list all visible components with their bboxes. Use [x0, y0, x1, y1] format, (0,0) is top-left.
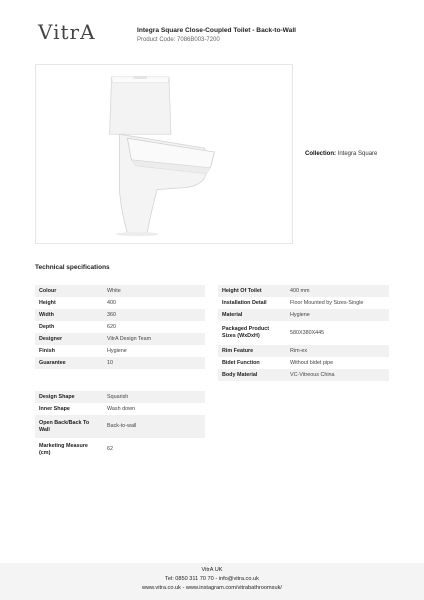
collection-info	[305, 151, 377, 157]
spec-key: Finish	[35, 345, 103, 357]
footer-company: VitrA UK	[201, 567, 223, 573]
footer-contact: Tel: 0850 311 70 70 - info@vitra.co.uk	[165, 576, 259, 582]
table-row	[35, 297, 205, 309]
spec-key: Depth	[35, 321, 103, 333]
spec-key: Colour	[35, 285, 103, 297]
table-row	[35, 321, 205, 333]
table-row	[35, 309, 205, 321]
product-header	[137, 27, 296, 43]
spec-key: Bidet Function	[218, 357, 286, 369]
spec-key: Width	[35, 309, 103, 321]
spec-value: Back-to-wall	[103, 415, 205, 438]
table-row	[35, 403, 205, 415]
spec-key: Body Material	[218, 369, 286, 381]
spec-key: Open Back/Back To Wall	[35, 415, 103, 438]
table-row	[218, 369, 389, 381]
spec-key: Marketing Measure (cm)	[35, 438, 103, 461]
table-row	[218, 297, 389, 309]
table-row	[35, 285, 205, 297]
spec-table-left	[35, 285, 205, 369]
spec-key: Packaged Product Sizes (WxDxH)	[218, 321, 286, 345]
table-row	[35, 415, 205, 438]
spec-value: 360	[103, 309, 205, 321]
spec-key: Designer	[35, 333, 103, 345]
spec-value: 400	[103, 297, 205, 309]
table-row	[35, 345, 205, 357]
spec-value: Hygiene	[103, 345, 205, 357]
spec-key: Rim Feature	[218, 345, 286, 357]
spec-key: Guarantee	[35, 357, 103, 369]
table-row	[218, 321, 389, 345]
spec-value: Rim-ex	[286, 345, 389, 357]
product-image	[35, 64, 293, 244]
spec-value: Wash down	[103, 403, 205, 415]
spec-key: Installation Detail	[218, 297, 286, 309]
table-row	[35, 333, 205, 345]
spec-value: VC-Vitreous China	[286, 369, 389, 381]
table-row	[218, 309, 389, 321]
table-row	[218, 357, 389, 369]
spec-value: Squarish	[103, 391, 205, 403]
table-row	[218, 285, 389, 297]
spec-value: VitrA Design Team	[103, 333, 205, 345]
collection-label: Collection:	[305, 151, 336, 157]
spec-value: 10	[103, 357, 205, 369]
table-row	[35, 357, 205, 369]
vitra-logo: VitrA	[38, 20, 96, 44]
spec-value: 400 mm	[286, 285, 389, 297]
spec-key: Inner Shape	[35, 403, 103, 415]
spec-value: White	[103, 285, 205, 297]
spec-table-extra	[35, 391, 205, 461]
spec-value: 580X380X445	[286, 321, 389, 345]
spec-key: Height	[35, 297, 103, 309]
product-title: Integra Square Close-Coupled Toilet - Back-to-Wall	[137, 27, 296, 34]
spec-value: Hygiene	[286, 309, 389, 321]
product-code: Product Code: 7086B003-7200	[137, 37, 220, 43]
table-row	[35, 391, 205, 403]
page-footer	[0, 563, 424, 600]
spec-value: 62	[103, 438, 205, 461]
spec-key: Height Of Toilet	[218, 285, 286, 297]
table-row	[218, 345, 389, 357]
spec-key: Design Shape	[35, 391, 103, 403]
spec-value: 620	[103, 321, 205, 333]
collection-value: Integra Square	[337, 151, 378, 157]
table-row	[35, 438, 205, 461]
spec-value: Floor Mounted by Sizes-Single	[286, 297, 389, 309]
spec-key: Material	[218, 309, 286, 321]
spec-value: Without bidet pipe	[286, 357, 389, 369]
tech-spec-title: Technical specifications	[35, 264, 110, 271]
footer-links: www.vitra.co.uk - www.instagram.com/vitrabathroomsuk/	[142, 585, 282, 591]
toilet-illustration	[36, 65, 292, 243]
spec-table-right	[218, 285, 389, 381]
